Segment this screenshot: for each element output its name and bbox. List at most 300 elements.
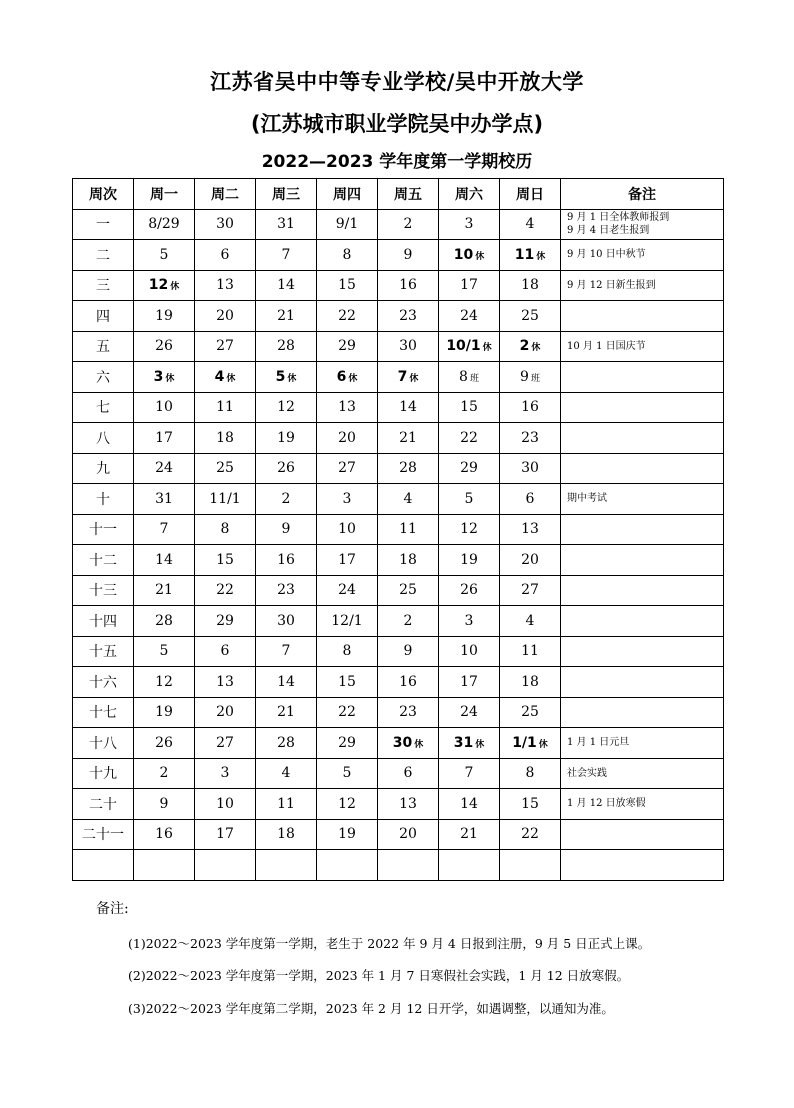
day-value: 28 bbox=[399, 460, 417, 477]
note-cell bbox=[561, 819, 724, 850]
day-cell bbox=[317, 423, 378, 454]
note-cell bbox=[561, 850, 724, 881]
day-cell bbox=[500, 728, 561, 759]
day-cell bbox=[439, 362, 500, 393]
day-value: 6 bbox=[220, 246, 230, 263]
day-cell bbox=[500, 667, 561, 698]
day-value: 14 bbox=[460, 795, 478, 812]
day-value: 13 bbox=[521, 521, 539, 538]
table-header-row bbox=[73, 179, 724, 210]
holiday-tag: 休 bbox=[475, 739, 485, 750]
day-cell bbox=[317, 606, 378, 637]
day-cell bbox=[439, 514, 500, 545]
day-value: 30 bbox=[399, 338, 417, 355]
day-cell bbox=[378, 453, 439, 484]
day-value: 6 bbox=[220, 643, 230, 660]
day-cell bbox=[439, 331, 500, 362]
day-cell bbox=[317, 545, 378, 576]
note-cell bbox=[561, 423, 724, 454]
table-row bbox=[73, 758, 724, 789]
day-cell bbox=[378, 514, 439, 545]
week-number: 十五 bbox=[73, 636, 134, 667]
day-value: 13 bbox=[399, 795, 417, 812]
note-cell: 社会实践 bbox=[561, 758, 724, 789]
day-value: 10 bbox=[216, 795, 234, 812]
remark-item-1: (1)2022～2023 学年度第一学期，老生于 2022 年 9 月 4 日报到注册，9 月 5 日正式上课。 bbox=[128, 936, 651, 951]
day-value: 13 bbox=[216, 277, 234, 294]
day-cell bbox=[500, 575, 561, 606]
day-value: 11 bbox=[216, 399, 234, 416]
day-value: 3 bbox=[220, 765, 230, 782]
day-value: 11 bbox=[514, 246, 535, 263]
day-cell bbox=[500, 484, 561, 515]
week-number: 十二 bbox=[73, 545, 134, 576]
workday-tag: 班 bbox=[469, 373, 479, 384]
day-cell bbox=[378, 819, 439, 850]
day-value: 5 bbox=[275, 368, 286, 385]
day-cell bbox=[439, 301, 500, 332]
day-cell bbox=[500, 545, 561, 576]
table-row bbox=[73, 301, 724, 332]
day-value: 28 bbox=[277, 734, 295, 751]
week-number: 四 bbox=[73, 301, 134, 332]
day-value: 16 bbox=[277, 551, 295, 568]
day-value: 4 bbox=[403, 490, 413, 507]
table-row bbox=[73, 789, 724, 820]
day-value: 12 bbox=[460, 521, 478, 538]
holiday-tag: 休 bbox=[414, 739, 424, 750]
day-cell bbox=[378, 240, 439, 271]
day-value: 5 bbox=[159, 643, 169, 660]
day-cell bbox=[317, 270, 378, 301]
day-cell bbox=[134, 392, 195, 423]
day-value: 28 bbox=[155, 612, 173, 629]
day-value: 27 bbox=[338, 460, 356, 477]
week-number: 七 bbox=[73, 392, 134, 423]
day-cell bbox=[134, 789, 195, 820]
week-number: 一 bbox=[73, 209, 134, 240]
week-number: 十一 bbox=[73, 514, 134, 545]
day-value: 2 bbox=[403, 216, 413, 233]
day-cell bbox=[378, 331, 439, 362]
day-cell bbox=[134, 240, 195, 271]
day-cell bbox=[256, 453, 317, 484]
day-value: 21 bbox=[399, 429, 417, 446]
day-value: 2 bbox=[519, 338, 530, 355]
table-row bbox=[73, 819, 724, 850]
table-row bbox=[73, 545, 724, 576]
day-cell bbox=[195, 850, 256, 881]
note-cell bbox=[561, 697, 724, 728]
day-cell bbox=[134, 758, 195, 789]
day-cell bbox=[256, 850, 317, 881]
week-number: 二 bbox=[73, 240, 134, 271]
day-value: 14 bbox=[277, 673, 295, 690]
day-value: 15 bbox=[460, 399, 478, 416]
day-value: 10 bbox=[338, 521, 356, 538]
day-value: 3 bbox=[342, 490, 352, 507]
day-cell bbox=[317, 850, 378, 881]
week-number: 十七 bbox=[73, 697, 134, 728]
day-cell bbox=[134, 301, 195, 332]
day-cell bbox=[195, 697, 256, 728]
day-value: 20 bbox=[216, 704, 234, 721]
calendar-table bbox=[72, 178, 724, 881]
day-value: 8 bbox=[342, 643, 352, 660]
day-value: 30 bbox=[216, 216, 234, 233]
day-value: 19 bbox=[155, 307, 173, 324]
day-cell bbox=[317, 514, 378, 545]
day-value: 18 bbox=[521, 277, 539, 294]
day-cell bbox=[378, 606, 439, 637]
day-cell bbox=[439, 728, 500, 759]
day-value: 19 bbox=[277, 429, 295, 446]
day-value: 22 bbox=[338, 704, 356, 721]
day-cell bbox=[378, 636, 439, 667]
school-title: 江苏省吴中中等专业学校/吴中开放大学 bbox=[210, 70, 584, 94]
day-value: 1/1 bbox=[512, 734, 537, 751]
day-cell bbox=[134, 667, 195, 698]
week-number: 二十一 bbox=[73, 819, 134, 850]
day-cell bbox=[378, 545, 439, 576]
day-cell bbox=[195, 423, 256, 454]
day-value: 25 bbox=[216, 460, 234, 477]
week-number: 十六 bbox=[73, 667, 134, 698]
day-value: 21 bbox=[277, 704, 295, 721]
day-cell bbox=[134, 514, 195, 545]
day-value: 8/29 bbox=[148, 216, 180, 233]
day-cell bbox=[256, 392, 317, 423]
table-row bbox=[73, 697, 724, 728]
day-value: 21 bbox=[277, 307, 295, 324]
day-cell bbox=[500, 850, 561, 881]
column-header: 周五 bbox=[378, 179, 439, 210]
day-value: 12 bbox=[148, 277, 169, 294]
day-value: 25 bbox=[399, 582, 417, 599]
day-cell bbox=[134, 423, 195, 454]
day-cell bbox=[195, 514, 256, 545]
day-cell bbox=[317, 453, 378, 484]
day-value: 27 bbox=[521, 582, 539, 599]
day-cell bbox=[378, 575, 439, 606]
table-row bbox=[73, 575, 724, 606]
table-row bbox=[73, 209, 724, 240]
day-value: 15 bbox=[216, 551, 234, 568]
day-cell bbox=[195, 545, 256, 576]
day-cell bbox=[439, 667, 500, 698]
note-cell bbox=[561, 606, 724, 637]
day-value: 22 bbox=[460, 429, 478, 446]
day-cell bbox=[500, 789, 561, 820]
column-header: 周次 bbox=[73, 179, 134, 210]
day-cell bbox=[439, 423, 500, 454]
day-cell bbox=[256, 240, 317, 271]
day-cell bbox=[317, 331, 378, 362]
day-cell bbox=[256, 301, 317, 332]
day-value: 5 bbox=[159, 246, 169, 263]
day-cell bbox=[500, 301, 561, 332]
day-cell bbox=[500, 453, 561, 484]
week-number: 二十 bbox=[73, 789, 134, 820]
holiday-tag: 休 bbox=[348, 373, 358, 384]
day-value: 9 bbox=[159, 795, 169, 812]
day-value: 9 bbox=[403, 246, 413, 263]
day-cell bbox=[195, 667, 256, 698]
day-cell bbox=[500, 362, 561, 393]
week-number: 六 bbox=[73, 362, 134, 393]
holiday-tag: 休 bbox=[409, 373, 419, 384]
day-value: 7 bbox=[397, 368, 408, 385]
table-row bbox=[73, 667, 724, 698]
day-value: 12 bbox=[155, 673, 173, 690]
week-number: 十四 bbox=[73, 606, 134, 637]
day-value: 20 bbox=[521, 551, 539, 568]
day-value: 27 bbox=[216, 734, 234, 751]
day-value: 19 bbox=[155, 704, 173, 721]
day-cell bbox=[134, 697, 195, 728]
day-cell bbox=[439, 270, 500, 301]
note-cell: 期中考试 bbox=[561, 484, 724, 515]
day-value: 26 bbox=[155, 734, 173, 751]
day-cell bbox=[317, 362, 378, 393]
week-number: 八 bbox=[73, 423, 134, 454]
day-value: 19 bbox=[460, 551, 478, 568]
day-cell bbox=[317, 636, 378, 667]
day-cell bbox=[256, 575, 317, 606]
remark-item-2: (2)2022～2023 学年度第一学期，2023 年 1 月 7 日寒假社会实践，1 月 12 日放寒假。 bbox=[128, 968, 630, 983]
day-cell bbox=[195, 606, 256, 637]
note-cell bbox=[561, 301, 724, 332]
day-value: 9/1 bbox=[335, 216, 359, 233]
day-value: 26 bbox=[460, 582, 478, 599]
day-cell bbox=[134, 545, 195, 576]
table-row bbox=[73, 484, 724, 515]
day-value: 10 bbox=[155, 399, 173, 416]
day-value: 14 bbox=[277, 277, 295, 294]
table-row bbox=[73, 423, 724, 454]
day-cell bbox=[317, 240, 378, 271]
day-cell bbox=[500, 758, 561, 789]
day-value: 15 bbox=[338, 277, 356, 294]
day-value: 24 bbox=[338, 582, 356, 599]
day-cell bbox=[195, 789, 256, 820]
day-cell bbox=[500, 636, 561, 667]
day-cell bbox=[317, 728, 378, 759]
day-cell bbox=[378, 850, 439, 881]
day-cell bbox=[134, 850, 195, 881]
week-number: 五 bbox=[73, 331, 134, 362]
note-cell: 9 月 1 日全体教师报到 9 月 4 日老生报到 bbox=[561, 209, 724, 240]
day-value: 2 bbox=[281, 490, 291, 507]
note-cell bbox=[561, 545, 724, 576]
table-row bbox=[73, 331, 724, 362]
note-cell: 10 月 1 日国庆节 bbox=[561, 331, 724, 362]
column-header: 周四 bbox=[317, 179, 378, 210]
day-cell bbox=[439, 209, 500, 240]
day-value: 31 bbox=[155, 490, 173, 507]
day-cell bbox=[317, 392, 378, 423]
day-value: 29 bbox=[338, 338, 356, 355]
day-value: 18 bbox=[216, 429, 234, 446]
day-cell bbox=[439, 575, 500, 606]
table-row bbox=[73, 606, 724, 637]
column-header: 周二 bbox=[195, 179, 256, 210]
day-value: 30 bbox=[521, 460, 539, 477]
day-value: 28 bbox=[277, 338, 295, 355]
table-row bbox=[73, 514, 724, 545]
day-cell bbox=[256, 270, 317, 301]
day-cell bbox=[317, 301, 378, 332]
workday-tag: 班 bbox=[530, 373, 540, 384]
day-cell bbox=[256, 423, 317, 454]
note-cell bbox=[561, 575, 724, 606]
day-cell bbox=[134, 209, 195, 240]
day-cell bbox=[378, 392, 439, 423]
day-cell bbox=[195, 301, 256, 332]
holiday-tag: 休 bbox=[165, 373, 175, 384]
day-value: 9 bbox=[281, 521, 291, 538]
day-value: 3 bbox=[153, 368, 164, 385]
note-cell bbox=[561, 392, 724, 423]
note-cell bbox=[561, 667, 724, 698]
day-cell bbox=[195, 453, 256, 484]
note-cell bbox=[561, 362, 724, 393]
day-cell bbox=[195, 484, 256, 515]
day-value: 18 bbox=[399, 551, 417, 568]
day-cell bbox=[378, 423, 439, 454]
day-cell bbox=[500, 819, 561, 850]
day-value: 11 bbox=[521, 643, 539, 660]
day-cell bbox=[256, 484, 317, 515]
day-value: 25 bbox=[521, 307, 539, 324]
day-value: 5 bbox=[464, 490, 474, 507]
day-cell bbox=[439, 850, 500, 881]
day-cell bbox=[195, 636, 256, 667]
table-row bbox=[73, 362, 724, 393]
day-value: 8 bbox=[525, 765, 535, 782]
day-value: 6 bbox=[336, 368, 347, 385]
day-cell bbox=[378, 697, 439, 728]
holiday-tag: 休 bbox=[536, 251, 546, 262]
note-cell: 9 月 12 日新生报到 bbox=[561, 270, 724, 301]
day-cell bbox=[439, 484, 500, 515]
day-value: 20 bbox=[399, 826, 417, 843]
day-cell bbox=[317, 575, 378, 606]
day-cell bbox=[134, 636, 195, 667]
day-cell bbox=[195, 758, 256, 789]
day-cell bbox=[256, 697, 317, 728]
day-value: 9 bbox=[520, 368, 529, 385]
day-cell bbox=[256, 636, 317, 667]
day-cell bbox=[378, 362, 439, 393]
week-number: 九 bbox=[73, 453, 134, 484]
day-cell bbox=[378, 789, 439, 820]
day-value: 14 bbox=[155, 551, 173, 568]
day-value: 2 bbox=[159, 765, 169, 782]
holiday-tag: 休 bbox=[170, 282, 180, 293]
day-cell bbox=[317, 667, 378, 698]
column-header: 周三 bbox=[256, 179, 317, 210]
day-value: 17 bbox=[216, 826, 234, 843]
day-cell bbox=[256, 606, 317, 637]
day-cell bbox=[134, 362, 195, 393]
day-value: 21 bbox=[155, 582, 173, 599]
day-value: 24 bbox=[155, 460, 173, 477]
day-value: 29 bbox=[216, 612, 234, 629]
day-value: 16 bbox=[521, 399, 539, 416]
table-row bbox=[73, 240, 724, 271]
day-cell bbox=[378, 270, 439, 301]
day-cell bbox=[195, 362, 256, 393]
day-cell bbox=[439, 392, 500, 423]
day-value: 2 bbox=[403, 612, 413, 629]
day-cell bbox=[256, 209, 317, 240]
day-value: 3 bbox=[464, 612, 474, 629]
day-value: 17 bbox=[460, 673, 478, 690]
day-cell bbox=[439, 758, 500, 789]
day-value: 18 bbox=[521, 673, 539, 690]
day-cell bbox=[134, 819, 195, 850]
day-value: 29 bbox=[460, 460, 478, 477]
day-value: 31 bbox=[453, 734, 474, 751]
day-cell bbox=[500, 331, 561, 362]
day-value: 30 bbox=[277, 612, 295, 629]
day-value: 14 bbox=[399, 399, 417, 416]
day-value: 6 bbox=[525, 490, 535, 507]
note-cell bbox=[561, 636, 724, 667]
day-value: 7 bbox=[281, 643, 291, 660]
day-cell bbox=[378, 209, 439, 240]
day-value: 27 bbox=[216, 338, 234, 355]
day-value: 10/1 bbox=[446, 338, 481, 355]
day-cell bbox=[439, 789, 500, 820]
week-number bbox=[73, 850, 134, 881]
day-value: 12 bbox=[277, 399, 295, 416]
day-value: 12/1 bbox=[331, 612, 363, 629]
day-value: 3 bbox=[464, 216, 474, 233]
table-row bbox=[73, 850, 724, 881]
day-cell bbox=[256, 758, 317, 789]
week-number: 三 bbox=[73, 270, 134, 301]
table-row bbox=[73, 392, 724, 423]
day-value: 15 bbox=[338, 673, 356, 690]
note-cell: 9 月 10 日中秋节 bbox=[561, 240, 724, 271]
table-row bbox=[73, 636, 724, 667]
day-cell bbox=[195, 240, 256, 271]
calendar-body bbox=[73, 209, 724, 880]
table-row bbox=[73, 728, 724, 759]
day-value: 7 bbox=[464, 765, 474, 782]
note-cell bbox=[561, 453, 724, 484]
table-row bbox=[73, 453, 724, 484]
holiday-tag: 休 bbox=[538, 739, 548, 750]
day-cell bbox=[134, 453, 195, 484]
week-number: 十三 bbox=[73, 575, 134, 606]
day-value: 20 bbox=[216, 307, 234, 324]
day-value: 22 bbox=[521, 826, 539, 843]
day-cell bbox=[195, 209, 256, 240]
day-value: 17 bbox=[155, 429, 173, 446]
remarks-title: 备注: bbox=[96, 901, 129, 917]
day-value: 16 bbox=[399, 673, 417, 690]
day-cell bbox=[317, 789, 378, 820]
day-cell bbox=[256, 545, 317, 576]
day-value: 8 bbox=[220, 521, 230, 538]
day-value: 29 bbox=[338, 734, 356, 751]
day-cell bbox=[317, 819, 378, 850]
week-number: 十八 bbox=[73, 728, 134, 759]
day-value: 4 bbox=[214, 368, 225, 385]
